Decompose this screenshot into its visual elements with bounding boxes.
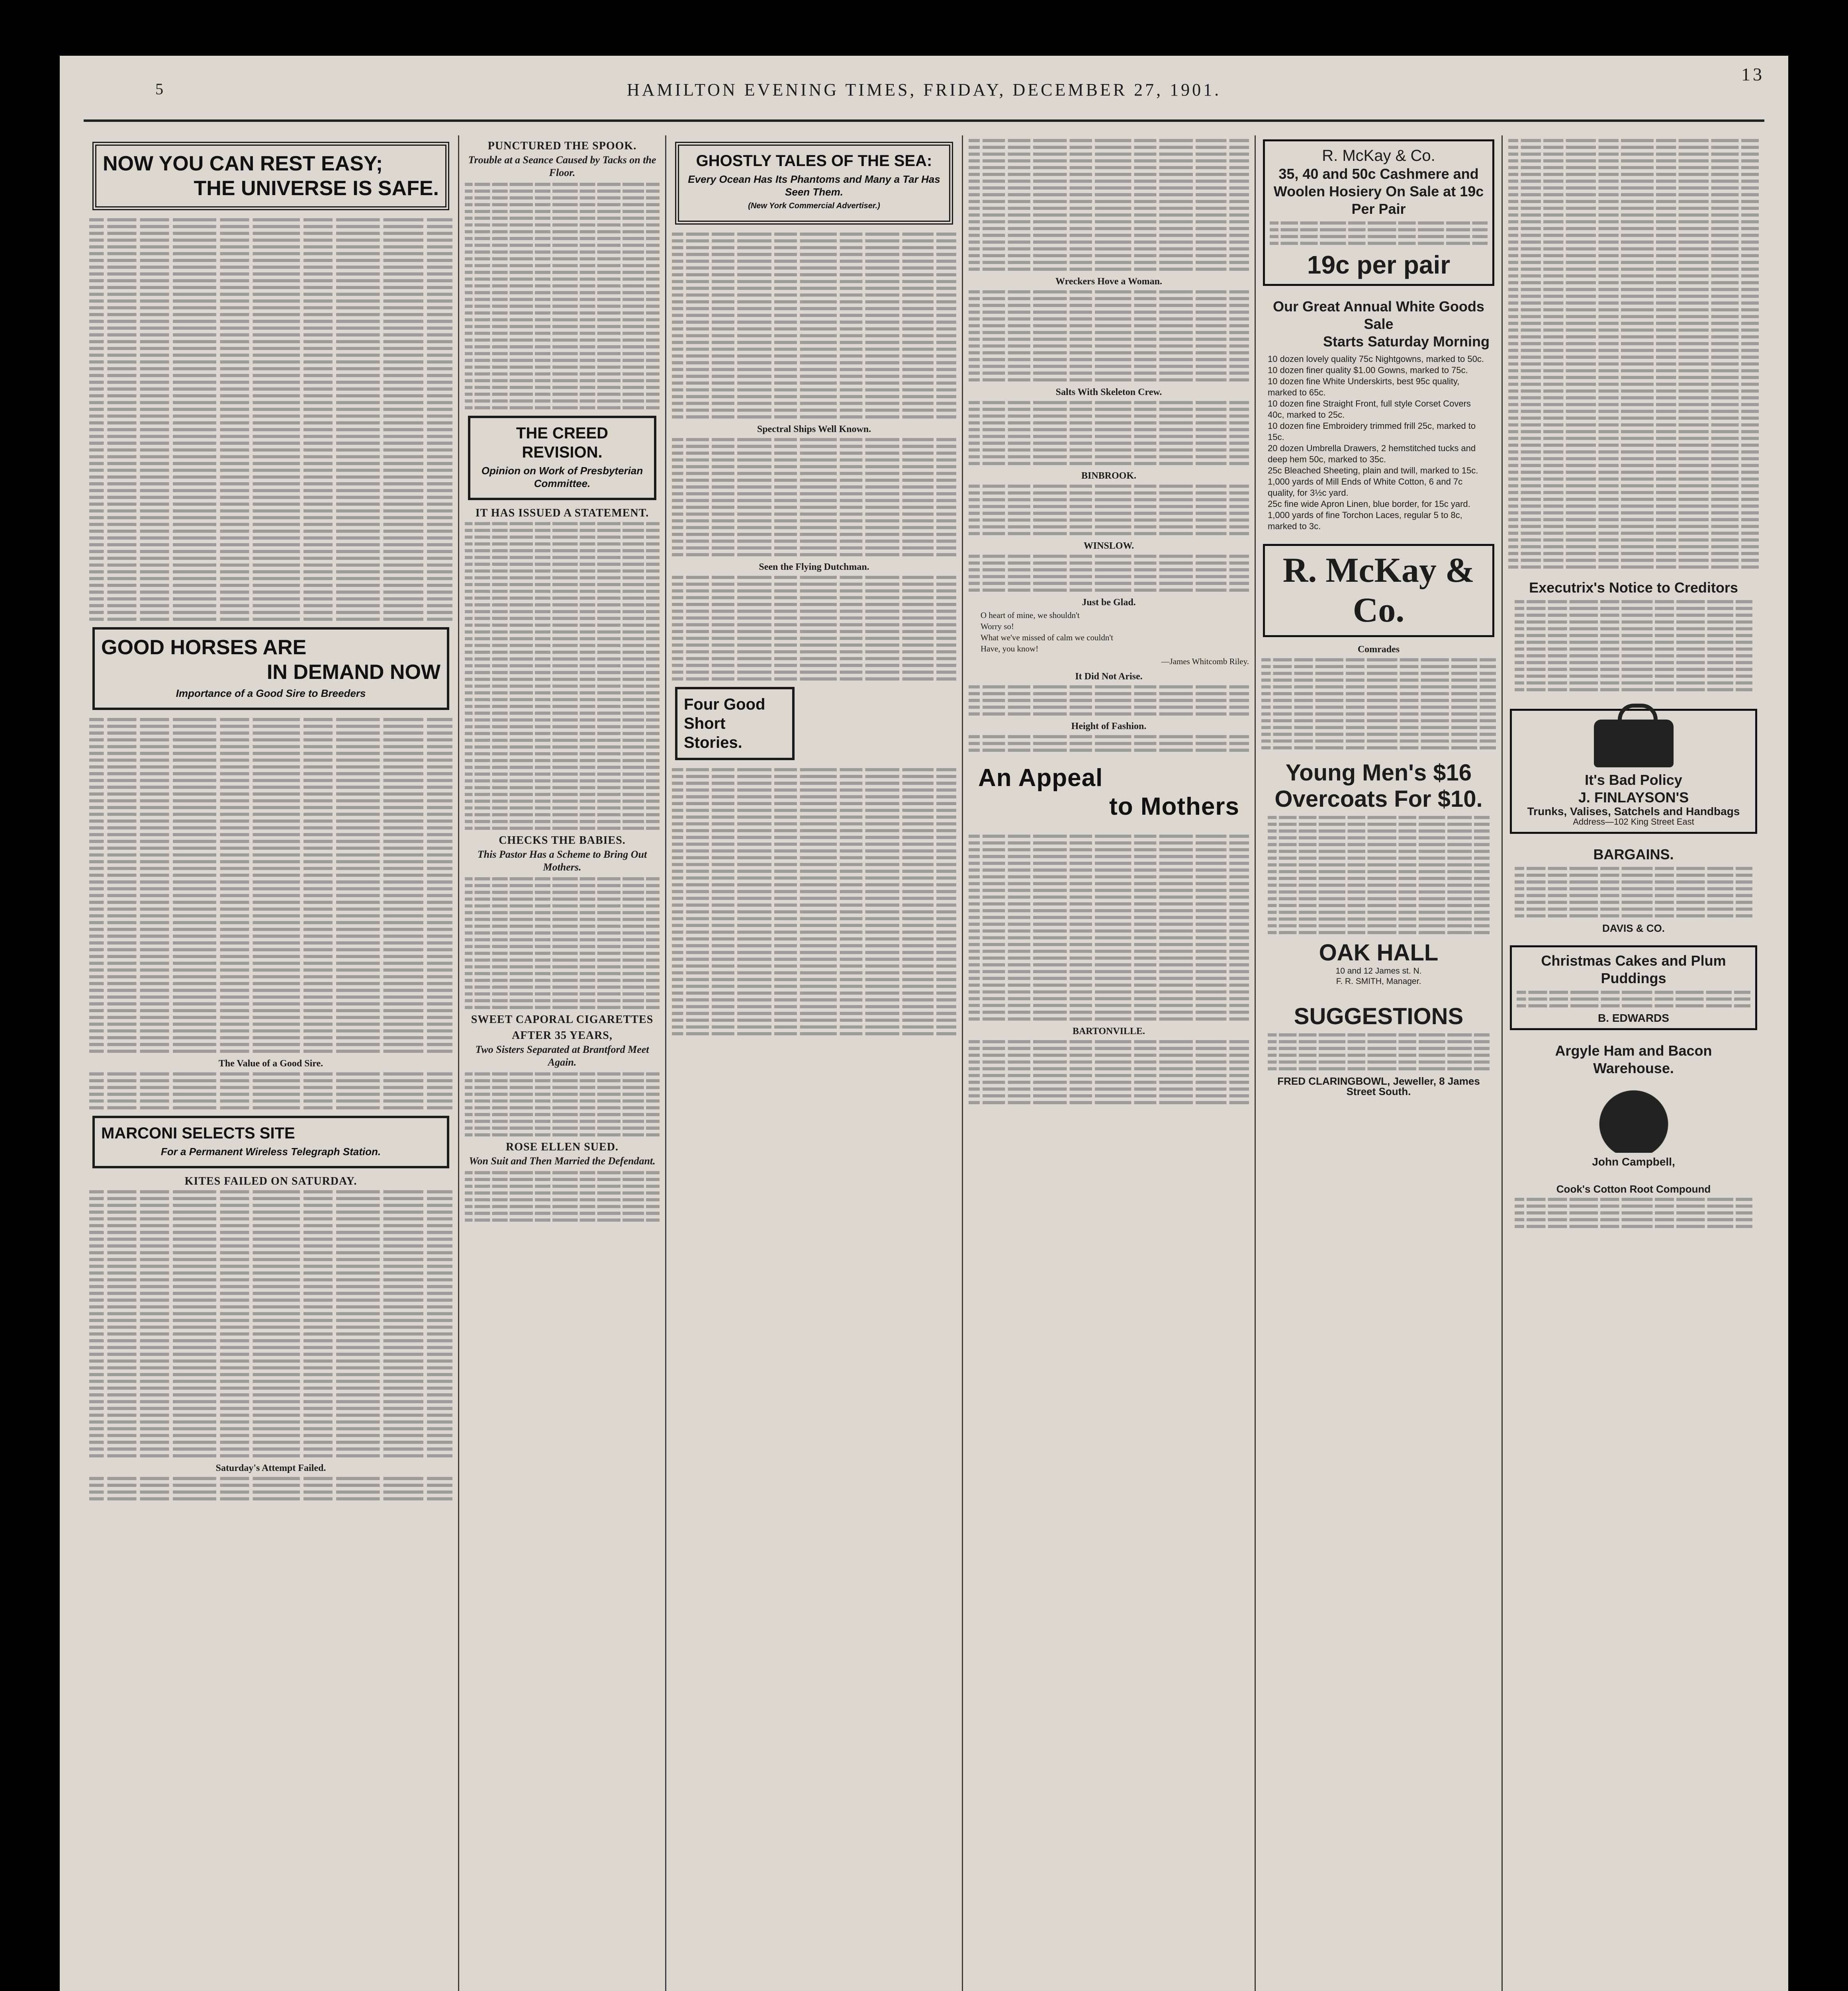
four-good-continued (969, 835, 1249, 1021)
white-goods-item: 10 dozen fine Embroidery trimmed frill 25c, marked to 15c. (1268, 421, 1476, 442)
finlayson-ad (1510, 709, 1757, 834)
winslow-body (969, 555, 1249, 592)
glad-heading: Just be Glad. (1082, 597, 1136, 608)
overcoats-ad (1263, 755, 1494, 992)
suggestions-headline: SUGGESTIONS (1294, 1003, 1464, 1029)
oak-hall-name: OAK HALL (1319, 940, 1439, 966)
marconi-headline-box (92, 1116, 449, 1168)
cotton-root-heading: Cook's Cotton Root Compound (1556, 1183, 1711, 1195)
universe-headline-1: NOW YOU CAN REST EASY; (103, 152, 383, 175)
clarings-name: FRED CLARINGBOWL, Jeweller, 8 James Street South. (1277, 1075, 1480, 1097)
comrades-poem (1261, 658, 1496, 749)
spook-subhead: Trouble at a Seance Caused by Tacks on the Floor. (468, 154, 656, 178)
marconi-article-body (89, 1190, 452, 1457)
marconi-headline: MARCONI SELECTS SITE (101, 1125, 295, 1142)
horses-value-body (89, 1072, 452, 1109)
salts-body (969, 401, 1249, 465)
oak-hall-address: 10 and 12 James st. N. (1335, 966, 1422, 976)
glad-poem-line: What we've missed of calm we couldn't (981, 633, 1113, 642)
binbrook-body (969, 485, 1249, 535)
cotton-root-body (1515, 1198, 1752, 1228)
babies-headline: CHECKS THE BABIES. (499, 834, 626, 847)
executrix-body (1515, 600, 1752, 691)
page-mark: 5 (155, 80, 166, 98)
four-good-body (672, 768, 956, 1035)
universe-article-body (89, 218, 452, 621)
after35-headline: AFTER 35 YEARS, (512, 1029, 613, 1042)
white-goods-starts: Starts Saturday Morning (1323, 333, 1490, 350)
bargains-ad (1510, 841, 1757, 938)
wreckers-subhead: Wreckers Hove a Woman. (1055, 276, 1162, 287)
fashion-body (969, 735, 1249, 752)
horses-headline-2: IN DEMAND NOW (266, 661, 440, 684)
creed-headline-box (468, 416, 656, 500)
glad-poem (969, 610, 1249, 654)
dutchman-subhead: Seen the Flying Dutchman. (759, 562, 869, 572)
not-arise-heading: It Did Not Arise. (1075, 671, 1143, 682)
ghostly-byline: (New York Commercial Advertiser.) (748, 201, 880, 210)
four-good-line-2: Short Stories. (684, 715, 742, 751)
hosiery-price: 19c per pair (1307, 250, 1451, 279)
bargains-heading: BARGAINS. (1593, 846, 1674, 863)
masthead-rule (84, 119, 1764, 122)
babies-article-body (465, 877, 660, 1009)
newspaper-page (60, 56, 1788, 1991)
edwards-name: B. EDWARDS (1598, 1012, 1669, 1024)
wreckers-body (969, 290, 1249, 381)
overcoats-headline: Young Men's $16 Overcoats For $10. (1274, 760, 1483, 812)
creed-headline: THE CREED REVISION. (516, 424, 609, 461)
four-good-box (675, 687, 795, 760)
handbag-icon (1594, 720, 1674, 767)
sweet-caporal-ad: SWEET CAPORAL CIGARETTES (471, 1013, 654, 1026)
creed-subhead: Opinion on Work of Presbyterian Committee. (481, 465, 643, 489)
winslow-heading: WINSLOW. (1083, 541, 1134, 551)
xmas-heading: Christmas Cakes and Plum Puddings (1541, 952, 1726, 986)
babies-subhead: This Pastor Has a Scheme to Bring Out Mothers. (477, 849, 647, 873)
executrix-notice (1510, 574, 1757, 702)
barton-body (969, 1040, 1249, 1104)
white-goods-item: 25c fine wide Apron Linen, blue border, for 15c yard. (1268, 499, 1470, 509)
not-arise-body (969, 685, 1249, 716)
bargains-body (1515, 867, 1752, 917)
rose-headline: ROSE ELLEN SUED. (506, 1141, 619, 1153)
horses-value-subhead: The Value of a Good Sire. (218, 1058, 323, 1069)
spook-headline: PUNCTURED THE SPOOK. (487, 140, 637, 152)
column-1 (84, 135, 458, 1991)
after35-subhead: Two Sisters Separated at Brantford Meet Again. (475, 1044, 649, 1068)
glad-poem-line: O heart of mine, we shouldn't (981, 610, 1080, 620)
rmckay-banner (1263, 544, 1494, 637)
horses-subhead: Importance of a Good Sire to Breeders (176, 687, 366, 699)
horses-article-body (89, 718, 452, 1053)
rmckay-big-logo: R. McKay & Co. (1282, 551, 1475, 630)
davis-name: DAVIS & CO. (1602, 922, 1665, 934)
four-good-line-1: Four Good (684, 696, 765, 713)
rose-body (465, 1171, 660, 1222)
universe-headline-2: THE UNIVERSE IS SAFE. (194, 177, 439, 200)
white-goods-item: 1,000 yards of Mill Ends of White Cotton, 6 and 7c quality, for 3½c yard. (1268, 477, 1463, 498)
barton-heading: BARTONVILLE. (1072, 1026, 1145, 1037)
white-goods-item: 1,000 yards of fine Torchon Laces, regular 5 to 8c, marked to 3c. (1268, 510, 1462, 531)
marconi-subhead: For a Permanent Wireless Telegraph Station. (161, 1146, 381, 1158)
attempt-body (89, 1477, 452, 1500)
argyle-ad (1510, 1037, 1757, 1172)
hosiery-headline: 35, 40 and 50c Cashmere and Woolen Hosiery On Sale at 19c Per Pair (1273, 166, 1484, 217)
hosiery-body (1270, 221, 1488, 245)
fashion-heading: Height of Fashion. (1071, 721, 1147, 731)
finlayson-name: J. FINLAYSON'S (1578, 789, 1689, 806)
oak-hall-manager: F. R. SMITH, Manager. (1336, 977, 1421, 986)
creed-kicker: IT HAS ISSUED A STATEMENT. (475, 507, 649, 519)
salts-subhead: Salts With Skeleton Crew. (1055, 387, 1162, 397)
finlayson-address: Address—102 King Street East (1573, 817, 1694, 827)
column-4 (962, 135, 1255, 1991)
after35-body (465, 1072, 660, 1136)
masthead (60, 56, 1788, 104)
white-goods-item: 20 dozen Umbrella Drawers, 2 hemstitched tucks and deep hem 50c, marked to 35c. (1268, 443, 1476, 464)
suggestions-ad (1263, 999, 1494, 1101)
column-3 (665, 135, 962, 1991)
rmckay-small-logo: R. McKay & Co. (1322, 147, 1435, 164)
binbrook-heading: BINBROOK. (1081, 471, 1137, 481)
page-number: 13 (1741, 64, 1764, 84)
attempt-subhead: Saturday's Attempt Failed. (215, 1463, 326, 1473)
suggestions-body (1268, 1033, 1490, 1070)
horses-headline-1: GOOD HORSES ARE (101, 636, 307, 659)
glad-poem-line: Have, you know! (981, 644, 1039, 653)
finlayson-trunks: Trunks, Valises, Satchels and Handbags (1527, 805, 1740, 818)
bad-policy-text: It's Bad Policy (1585, 772, 1682, 788)
ghostly-continued-body (969, 139, 1249, 271)
masthead-title: HAMILTON EVENING TIMES, FRIDAY, DECEMBER 27, 1901. (626, 80, 1222, 100)
executrix-heading: Executrix's Notice to Creditors (1529, 579, 1738, 596)
ghostly-headline-box (675, 142, 953, 225)
white-goods-list (1268, 354, 1490, 532)
ghostly-subhead: Every Ocean Has Its Phantoms and Many a Tar Has Seen Them. (688, 173, 940, 198)
xmas-body (1517, 991, 1750, 1007)
column-2 (458, 135, 665, 1991)
column-5 (1255, 135, 1502, 1991)
white-goods-item: 25c Bleached Sheeting, plain and twill, marked to 15c. (1268, 465, 1478, 475)
appeal-headline-2: to Mothers (1109, 793, 1239, 820)
hosiery-ad (1263, 139, 1494, 286)
ghostly-article-body (672, 233, 956, 419)
spectral-subhead: Spectral Ships Well Known. (757, 424, 871, 434)
white-goods-ad (1263, 293, 1494, 537)
white-goods-item: 10 dozen fine White Underskirts, best 95c quality, marked to 65c. (1268, 376, 1460, 397)
argyle-heading: Argyle Ham and Bacon Warehouse. (1555, 1042, 1712, 1076)
column-6 (1502, 135, 1764, 1991)
ghostly-headline: GHOSTLY TALES OF THE SEA: (696, 152, 932, 170)
white-goods-headline: Our Great Annual White Goods Sale (1273, 298, 1484, 332)
campbell-name: John Campbell, (1592, 1156, 1675, 1168)
kites-kicker: KITES FAILED ON SATURDAY. (184, 1175, 357, 1187)
appeal-headline-1: An Appeal (978, 764, 1103, 792)
overcoats-body (1268, 816, 1490, 934)
rose-subhead: Won Suit and Then Married the Defendant. (469, 1155, 656, 1167)
spook-article-body (465, 183, 660, 409)
white-goods-item: 10 dozen lovely quality 75c Nightgowns, marked to 50c. (1268, 354, 1484, 364)
white-goods-item: 10 dozen fine Straight Front, full style Corset Covers 40c, marked to 25c. (1268, 399, 1471, 420)
universe-headline-box (92, 142, 449, 210)
pig-icon (1590, 1081, 1678, 1153)
dutchman-body (672, 576, 956, 681)
spectral-body (672, 438, 956, 556)
comrades-heading: Comrades (1357, 644, 1400, 655)
glad-poem-author: —James Whitcomb Riley. (1161, 657, 1249, 666)
glad-poem-line: Worry so! (981, 622, 1014, 631)
xmas-cakes-ad (1510, 945, 1757, 1030)
horses-headline-box (92, 627, 449, 710)
white-goods-item: 10 dozen finer quality $1.00 Gowns, marked to 75c. (1268, 365, 1468, 375)
cotton-root-ad (1510, 1179, 1757, 1238)
white-goods-side (1508, 139, 1759, 569)
creed-article-body (465, 522, 660, 830)
appeal-headline-box (972, 758, 1246, 827)
